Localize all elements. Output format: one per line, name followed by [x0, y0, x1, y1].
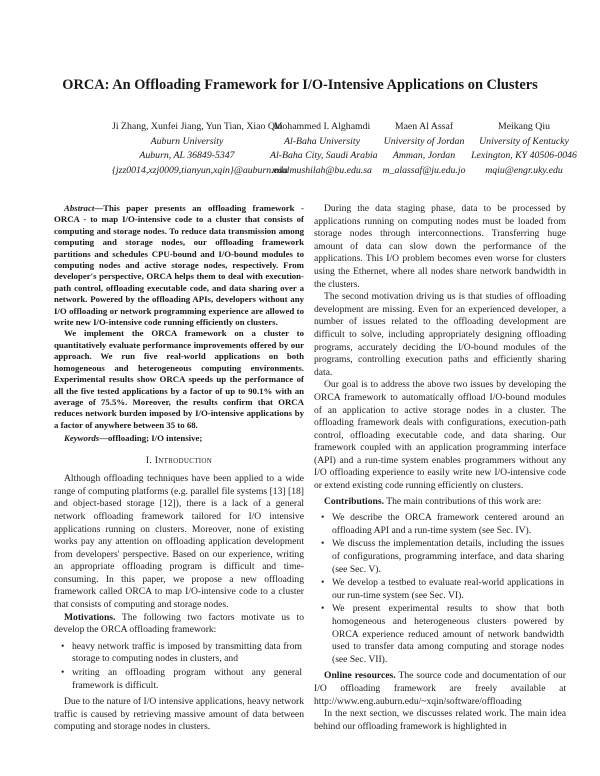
- contributions-paragraph: [314, 496, 566, 509]
- author-institution: University of Kentucky: [479, 135, 569, 147]
- author-names: Mohammed I. Alghamdi: [273, 121, 371, 132]
- contributions-label: Contributions.: [324, 495, 384, 507]
- author-email: mialmushilah@bu.edu.sa: [272, 164, 372, 176]
- list-item: • heavy network traffic is imposed by transmitting data from storage to computing nodes in clusters, and: [54, 641, 304, 666]
- paper-title: ORCA: An Offloading Framework for I/O-Intensive Applications on Clusters: [62, 77, 538, 93]
- author-group-kentucky: [471, 120, 577, 178]
- author-location: Amman, Jordan: [392, 150, 456, 161]
- author-institution: University of Jordan: [383, 135, 465, 147]
- author-group-albaha: [270, 120, 378, 178]
- abstract-paragraph-2: We implement the ORCA framework on a cluster to quantitatively evaluate performance improvements offered by our approach. We run five real-world applications on both homogeneous and heterogeneous computing environments. Experimental results show ORCA speeds up the performance of all the five tested applications by a factor of up to 90.1% with an average of 75.5%. Moreover, the results confirm that ORCA reduces network burden imposed by I/O-intensive applications by a factor of anywhere between 35 to 68.: [54, 328, 304, 430]
- list-item: • We describe the ORCA framework centered around an offloading API and a run-time system (see Sec. IV).: [314, 512, 566, 537]
- author-institution: Auburn University: [150, 135, 224, 147]
- online-resources-paragraph: [314, 670, 566, 708]
- author-group-auburn: [112, 120, 288, 178]
- contributions-list: [314, 512, 566, 666]
- abstract-paragraph-1: Abstract—This paper presents an offloading framework - ORCA - to map I/O-intensive code to a cluster that consists of computing and storage nodes. To reduce data transmission among computing and storage nodes, our offloading framework partitions and schedules CPU-bound and I/O-bound modules to computing nodes and active storage nodes, respectively. From developer's perspective, ORCA helps them to deal with execution-path control, offloading executable code, and data sharing over a network. Powered by the offloading APIs, developers without any I/O offloading or network programming experience are allowed to write new I/O-intensive code running efficiently on clusters.: [54, 203, 304, 328]
- intro-paragraph-right-2: The second motivation driving us is that studies of offloading development are missing. Even for an experienced developer, a number of issues related to the offloading development are difficult to solve, including appropriately designing offloading programs, accurately deciding the I/O-bound modules of the programs, controlling execution paths and efficiently sharing data.: [314, 291, 566, 378]
- keywords-line: Keywords—offloading; I/O intensive;: [64, 433, 203, 444]
- author-location: Al-Baha City, Saudi Arabia: [270, 150, 378, 161]
- list-item: • We discuss the implementation details, including the issues of configurations, programming interface, and data sharing (see Sec. V).: [314, 538, 566, 576]
- list-item: • We develop a testbed to evaluate real-world applications in our run-time system (see Sec. VI).: [314, 577, 566, 602]
- intro-paragraph-right-1: During the data staging phase, data to be processed by applications running on computing nodes must be loaded from storage nodes through interconnections. Transferring huge amount of data can slow down the performance of the applications. This I/O problem becomes even worse for clusters using the Ethernet, where all nodes share network bandwidth in the clusters.: [314, 203, 566, 290]
- motivations-text: The following two factors motivate us to develop the ORCA offloading framework:: [54, 611, 304, 636]
- right-column: [314, 203, 566, 733]
- author-institution: Al-Baha University: [284, 135, 360, 147]
- motivations-list: [54, 641, 304, 692]
- section-heading-introduction: I. Introduction: [145, 454, 213, 466]
- online-resources-label: Online resources.: [324, 670, 396, 682]
- author-email: m_alassaf@ju.edu.jo: [382, 164, 466, 176]
- contributions-text: The main contributions of this work are:: [386, 495, 542, 507]
- author-names: Maen Al Assaf: [394, 121, 454, 132]
- abstract-text-1: This paper presents an offloading framework - ORCA - to map I/O-intensive code to a cluster that consists of computing and storage nodes. To reduce data transmission among computing and storage nodes, our offloading framework partitions and schedules CPU-bound and I/O-bound modules to computing nodes and active storage nodes, respectively. From developer's perspective, ORCA helps them to deal with execution-path control, offloading executable code, and data sharing over a network. Powered by the offloading APIs, developers without any I/O offloading or network programming experience are allowed to write new I/O-intensive code running efficiently on clusters.: [54, 203, 304, 328]
- left-column: [54, 203, 304, 734]
- author-email: mqiu@engr.uky.edu: [485, 164, 563, 176]
- keywords-label: Keywords: [64, 433, 100, 444]
- keywords-text: offloading; I/O intensive;: [108, 433, 203, 444]
- author-location: Lexington, KY 40506-0046: [471, 150, 577, 161]
- motivations-paragraph: [54, 612, 304, 637]
- author-location: Auburn, AL 36849-5347: [139, 150, 235, 161]
- author-names: Meikang Qiu: [498, 121, 550, 132]
- author-email: {jzz0014,xzj0009,tianyun,xqin}@auburn.edu: [112, 164, 288, 176]
- motivations-label: Motivations.: [64, 611, 116, 623]
- abstract-label: Abstract: [64, 203, 95, 213]
- intro-paragraph-right-3: Our goal is to address the above two issues by developing the ORCA framework to automatically offload I/O-bound modules of an application to active storage nodes in a cluster. The offloading framework deals with configurations, execution-path control, offloading executable code, and data sharing. Our framework coupled with an application programming interface (API) and a run-time system enables programmers without any I/O offloading experience to easily write new I/O-intensive code or extend existing code running efficiently on clusters.: [314, 379, 566, 492]
- intro-paragraph-next: In the next section, we discusses related work. The main idea behind our offloading framework is highlighted in: [314, 708, 566, 732]
- online-resources-text: The source code and documentation of our I/O offloading framework are freely available at http://www.eng.auburn.edu/~xqin/software/offloading: [314, 670, 566, 707]
- list-item: • We present experimental results to show that both homogeneous and heterogeneous clusters powered by ORCA experience reduced amount of network bandwidth used to transfer data among computing and storage nodes (see Sec. VII).: [314, 603, 566, 666]
- list-item: • writing an offloading program without any general framework is difficult.: [54, 667, 304, 692]
- intro-paragraph-due: Due to the nature of I/O intensive applications, heavy network traffic is caused by retrieving massive amount of data between computing and storage nodes in clusters.: [54, 696, 304, 733]
- author-group-jordan: [375, 120, 473, 178]
- intro-paragraph-1: Although offloading techniques have been applied to a wide range of computing platforms (e.g. parallel file systems [13] [18] and object-based storage [12]), there is a lack of a general network offloading framework tailored for I/O intensive applications running on clusters. Moreover, none of existing works pay any attention on offloading application development from developers' perspective. Based on our experience, writing an appropriate offloading program is difficult and time-consuming. In this paper, we propose a new offloading framework called ORCA to map I/O-intensive code to a cluster that consists of computing and storage nodes.: [54, 473, 304, 611]
- author-names: Ji Zhang, Xunfei Jiang, Yun Tian, Xiao Qin: [112, 121, 283, 132]
